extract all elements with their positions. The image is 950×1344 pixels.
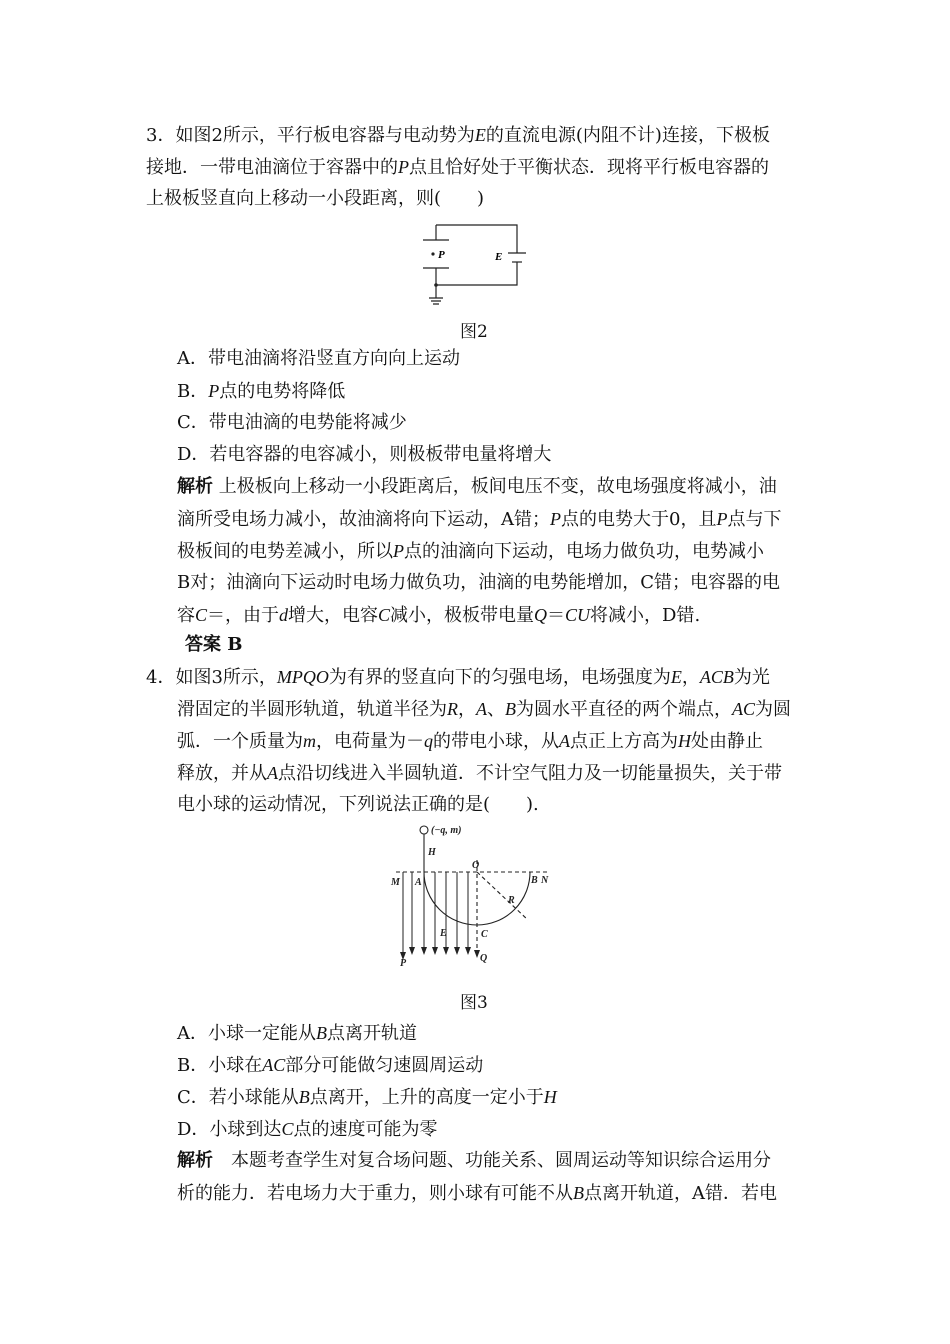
q3-option-a: A．带电油滴将沿竖直方向向上运动	[177, 348, 460, 369]
label-N: N	[541, 875, 549, 886]
label-O: O	[472, 860, 480, 871]
q3-analysis-line-5: 容C＝，由于d增大，电容C减小，极板带电量Q＝CU将减小，D错.	[177, 605, 701, 626]
label-P: P	[438, 249, 445, 261]
oil-drop-dot	[431, 252, 434, 255]
label-H: H	[428, 847, 436, 858]
figure-2-circuit	[420, 218, 540, 310]
q3-line-1: 3．如图2所示，平行板电容器与电动势为E的直流电源(内阻不计)连接，下极板	[146, 125, 770, 146]
label-E: E	[495, 251, 503, 263]
q3-option-b: B．P点的电势将降低	[177, 381, 346, 402]
q4-line-3: 弧．一个质量为m，电荷量为－q的带电小球，从A点正上方高为H处由静止	[177, 731, 763, 752]
q3-line-2: 接地．一带电油滴位于容器中的P点且恰好处于平衡状态．现将平行板电容器的	[146, 157, 769, 178]
q4-option-d: D．小球到达C点的速度可能为零	[177, 1119, 438, 1140]
q3-analysis-line-4: B对；油滴向下运动时电场力做负功，油滴的电势能增加，C错；电容器的电	[177, 572, 780, 593]
label-A: A	[415, 877, 422, 888]
label-B: B	[531, 875, 538, 886]
circuit-wire	[436, 225, 517, 253]
q3-answer: 答案 B	[185, 634, 243, 655]
label-R: R	[508, 895, 515, 906]
q4-option-c: C．若小球能从B点离开，上升的高度一定小于H	[177, 1087, 557, 1108]
ball-icon	[420, 826, 428, 834]
q3-analysis-line-3: 极板间的电势差减小，所以P点的油滴向下运动，电场力做负功，电势减小	[177, 541, 764, 562]
label-Q: Q	[480, 953, 488, 964]
q4-line-5: 电小球的运动情况，下列说法正确的是( ).	[177, 794, 539, 815]
label-P: P	[400, 958, 407, 969]
label-M: M	[391, 877, 400, 888]
field-lines	[403, 872, 468, 954]
q3-option-c: C．带电油滴的电势能将减少	[177, 412, 407, 433]
q3-analysis-line-1: 解析 上极板向上移动一小段距离后，板间电压不变，故电场强度将减小，油	[177, 476, 777, 497]
q3-line-3: 上极板竖直向上移动一小段距离，则( )	[146, 188, 485, 209]
q4-option-b: B．小球在AC部分可能做匀速圆周运动	[177, 1055, 484, 1076]
q4-analysis-line-1: 解析 本题考查学生对复合场问题、功能关系、圆周运动等知识综合运用分	[177, 1150, 771, 1171]
ground-icon	[429, 298, 443, 304]
label-ball: (−q, m)	[431, 825, 462, 836]
label-C: C	[481, 929, 488, 940]
circuit-wire	[436, 262, 517, 285]
q4-analysis-line-2: 析的能力．若电场力大于重力，则小球有可能不从B点离开轨道，A错．若电	[177, 1183, 777, 1204]
figure-2-caption: 图2	[460, 322, 488, 342]
q4-line-4: 释放，并从A点沿切线进入半圆轨道．不计空气阻力及一切能量损失，关于带	[177, 763, 782, 784]
radius-line	[477, 872, 528, 920]
label-E: E	[440, 928, 447, 939]
q4-line-1: 4．如图3所示，MPQO为有界的竖直向下的匀强电场，电场强度为E，ACB为光	[146, 667, 770, 688]
figure-3-caption: 图3	[460, 993, 488, 1013]
figure-3-diagram	[388, 820, 563, 970]
q3-option-d: D．若电容器的电容减小，则极板带电量将增大	[177, 444, 552, 465]
q3-analysis-line-2: 滴所受电场力减小，故油滴将向下运动，A错；P点的电势大于0，且P点与下	[177, 509, 782, 530]
q4-option-a: A．小球一定能从B点离开轨道	[177, 1023, 417, 1044]
junction-dot	[434, 283, 438, 287]
q4-line-2: 滑固定的半圆形轨道，轨道半径为R，A、B为圆水平直径的两个端点，AC为圆	[177, 699, 792, 720]
